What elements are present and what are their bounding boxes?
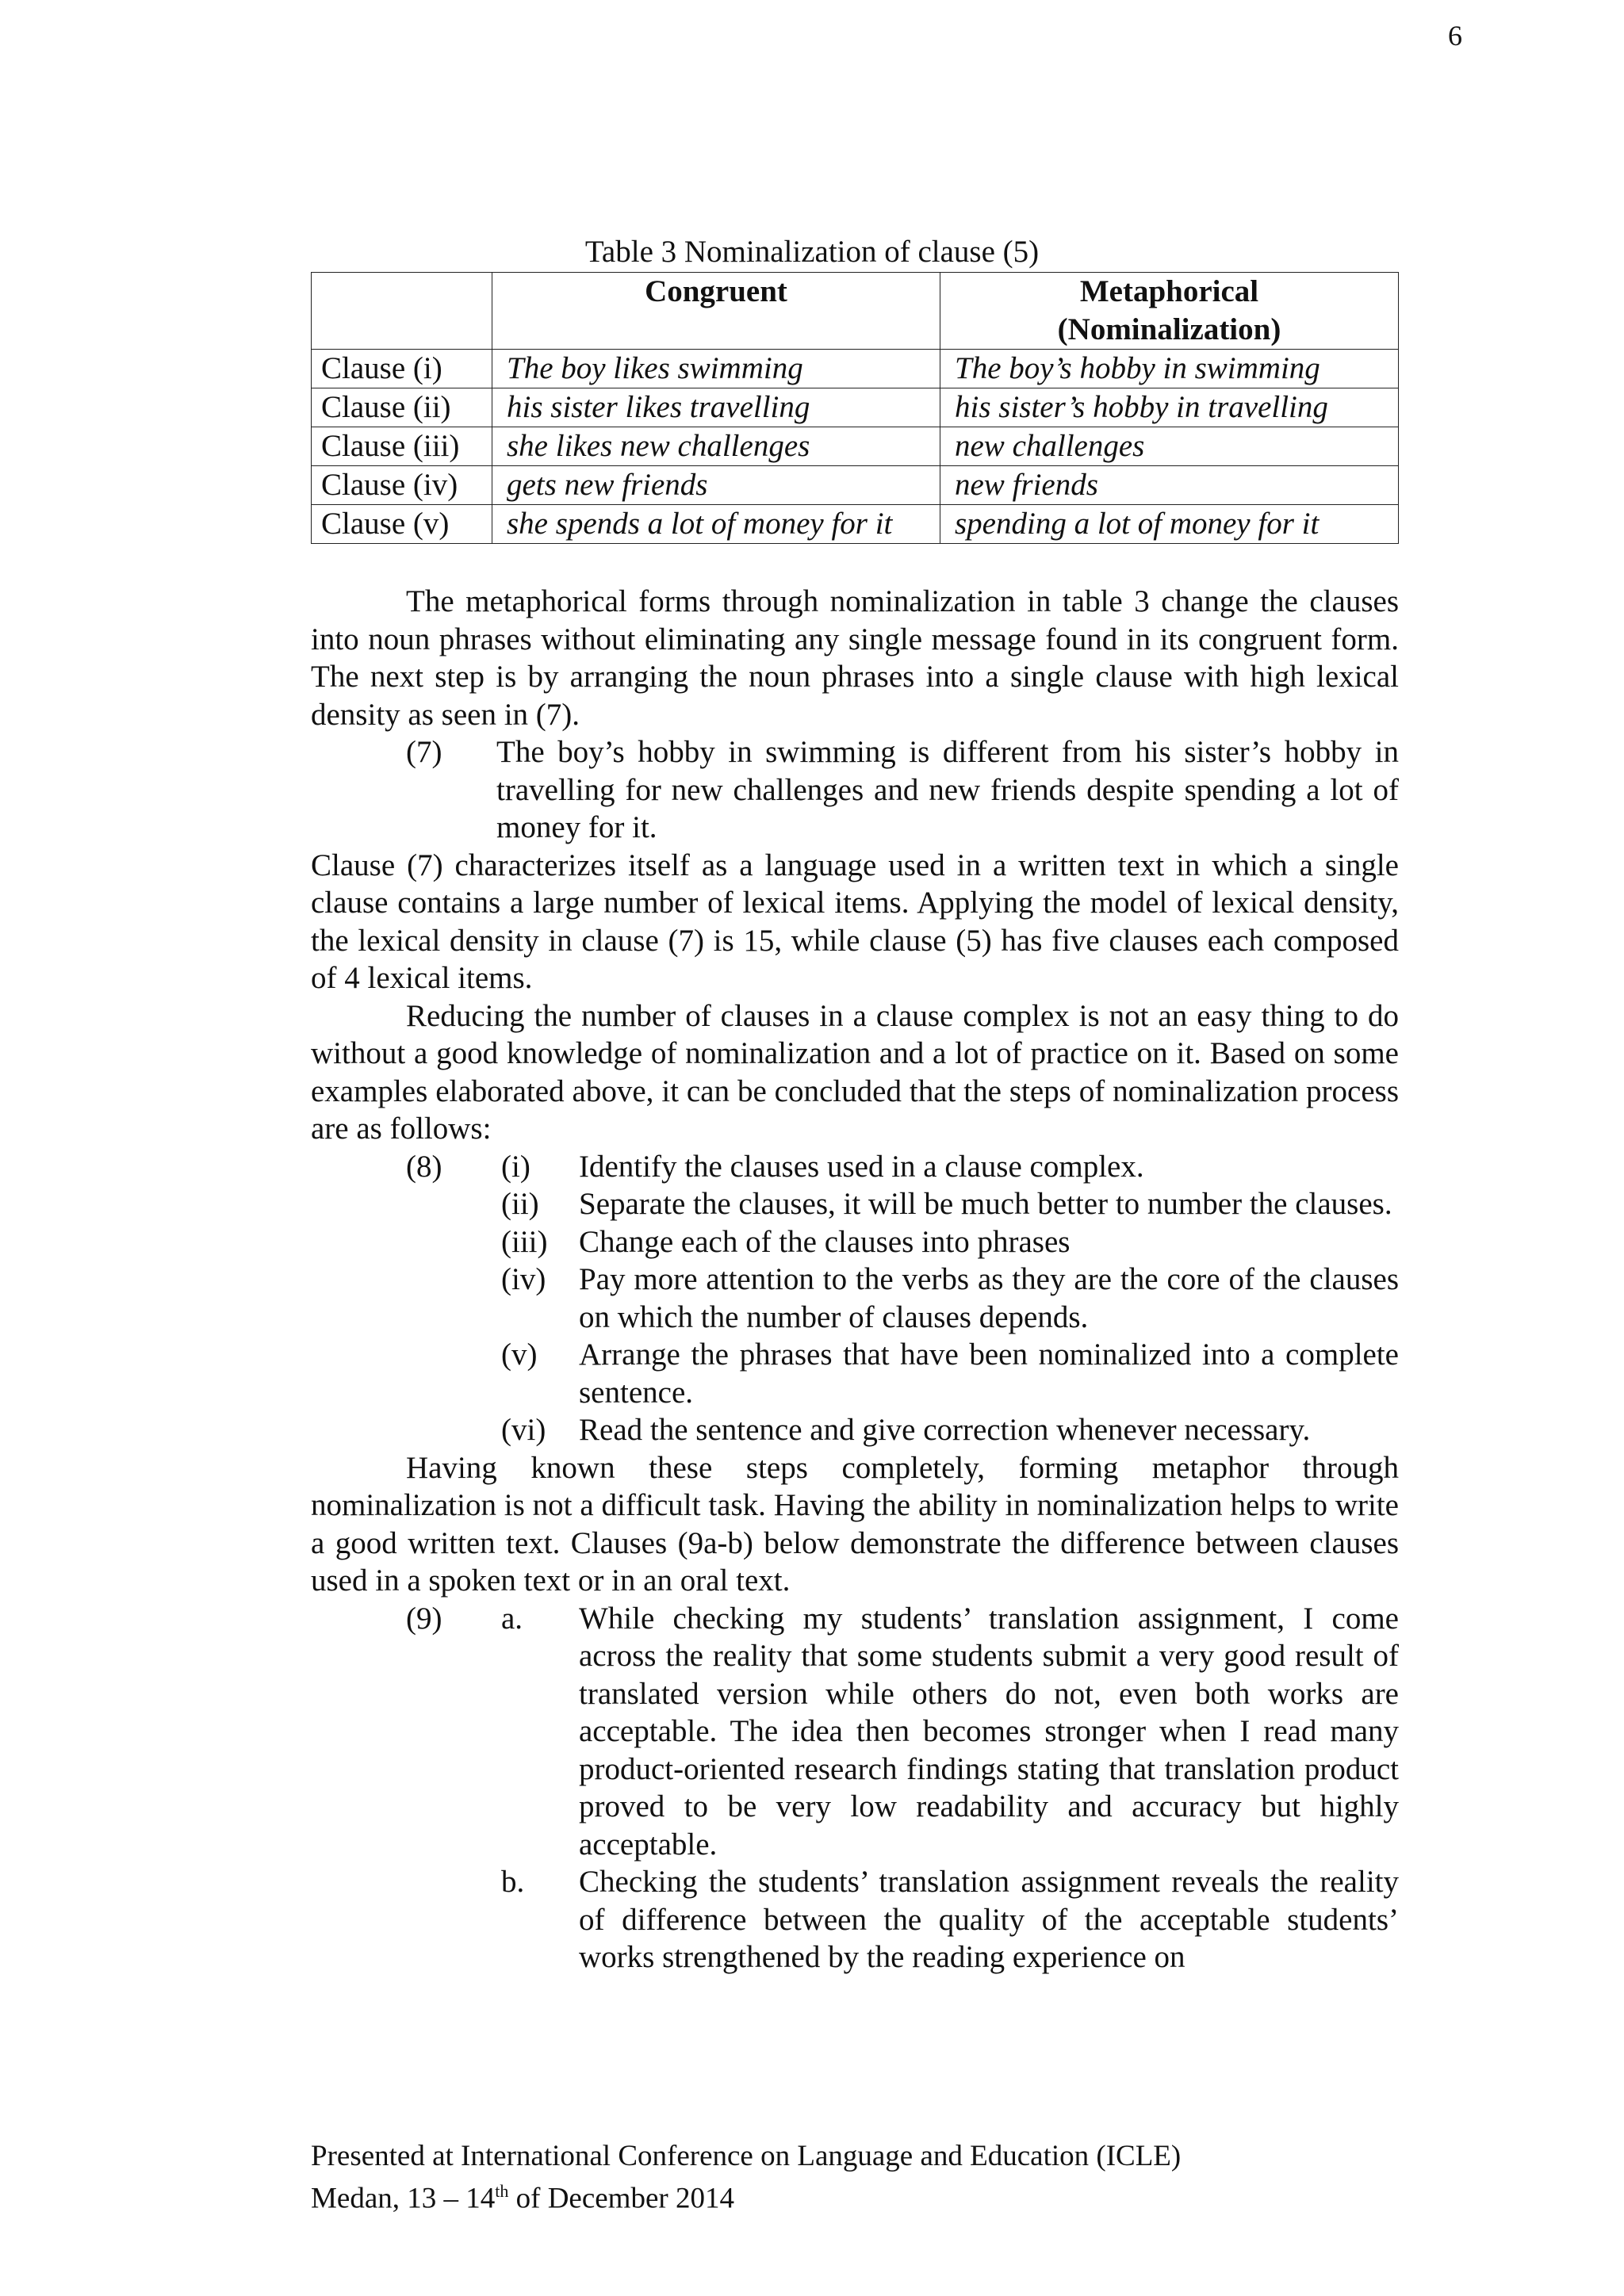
- list-spacer: [311, 1863, 501, 1976]
- paragraph-2: Clause (7) characterizes itself as a language used in a written text in which a single clause contains a large number of lexical items. Applying the model of lexical density, the lexical density in clause (7) is 15, while clause (5) has five clauses each composed of 4 lexical items.: [311, 848, 1399, 995]
- list-text: Separate the clauses, it will be much better to number the clauses.: [579, 1187, 1392, 1221]
- table-header-metaphorical: [940, 273, 1399, 350]
- example-8-steps: [311, 1148, 1399, 1449]
- list-marker: (iii): [501, 1224, 548, 1259]
- list-item: [311, 1600, 1399, 1864]
- table-caption: Table 3 Nominalization of clause (5): [584, 235, 1040, 269]
- list-item: [311, 1411, 1399, 1449]
- footer-date-end: of December 2014: [508, 2182, 734, 2215]
- metaphorical-cell: new friends: [940, 466, 1399, 505]
- row-label: Clause (v): [312, 505, 492, 544]
- list-spacer: [311, 1411, 501, 1449]
- example-number: (7): [406, 735, 442, 769]
- table-row: [312, 350, 1399, 388]
- list-marker: b.: [501, 1865, 525, 1899]
- list-item: [311, 1185, 1399, 1223]
- metaphorical-cell: his sister’s hobby in travelling: [940, 388, 1399, 427]
- list-marker: (v): [501, 1337, 538, 1372]
- metaphorical-cell: new challenges: [940, 427, 1399, 466]
- list-item: [311, 1863, 1399, 1976]
- table-row: [312, 505, 1399, 544]
- table-header-row: [312, 273, 1399, 350]
- congruent-cell: his sister likes travelling: [492, 388, 940, 427]
- table-row: [312, 427, 1399, 466]
- list-text: Read the sentence and give correction whenever necessary.: [579, 1413, 1311, 1447]
- congruent-cell: she likes new challenges: [492, 427, 940, 466]
- body-text: [311, 583, 1399, 1976]
- table-header-congruent: Congruent: [492, 273, 940, 350]
- list-marker: (iv): [501, 1262, 546, 1296]
- congruent-cell: she spends a lot of money for it: [492, 505, 940, 544]
- list-text: While checking my students’ translation assignment, I come across the reality that some students submit a very good result of translated version while others do not, even both works are acceptable. The idea then becomes stronger when I read many product-oriented research findings stating that translation product proved to be very low readability and accuracy but highly acceptable.: [579, 1601, 1399, 1862]
- list-item: [311, 1336, 1399, 1411]
- list-spacer: [311, 1261, 501, 1336]
- example-number: (8): [406, 1149, 442, 1184]
- list-spacer: [311, 1223, 501, 1261]
- list-spacer: [311, 1336, 501, 1411]
- list-marker: a.: [501, 1601, 523, 1636]
- paragraph-4: Having known these steps completely, forming metaphor through nominalization is not a difficult task. Having the ability in nominalization helps to write a good written text. Clauses (9a-b) below demonstrate the difference between clauses used in a spoken text or in an oral text.: [311, 1450, 1399, 1598]
- list-spacer: [311, 1185, 501, 1223]
- row-label: Clause (i): [312, 350, 492, 388]
- list-item: [311, 1223, 1399, 1261]
- example-9: [311, 1600, 1399, 1976]
- footer-line-2: [311, 2174, 1181, 2216]
- list-text: Arrange the phrases that have been nominalized into a complete sentence.: [579, 1337, 1399, 1410]
- row-label: Clause (iv): [312, 466, 492, 505]
- footer-date-suffix: th: [495, 2181, 509, 2201]
- list-marker: (vi): [501, 1413, 546, 1447]
- list-text: Checking the students’ translation assignment reveals the reality of difference between the quality of the acceptable students’ works strengthened by the reading experience on: [579, 1865, 1399, 1974]
- example-number: (9): [406, 1601, 442, 1636]
- list-text: Identify the clauses used in a clause complex.: [579, 1149, 1144, 1184]
- example-text: The boy’s hobby in swimming is different from his sister’s hobby in travelling for new challenges and new friends despite spending a lot of money for it.: [496, 735, 1399, 844]
- congruent-cell: The boy likes swimming: [492, 350, 940, 388]
- paragraph-1: The metaphorical forms through nominalization in table 3 change the clauses into noun phrases without eliminating any single message found in its congruent form. The next step is by arranging the noun phrases into a single clause with high lexical density as seen in (7).: [311, 584, 1399, 732]
- metaphorical-cell: The boy’s hobby in swimming: [940, 350, 1399, 388]
- list-marker: (ii): [501, 1187, 539, 1221]
- list-text: Change each of the clauses into phrases: [579, 1224, 1071, 1259]
- header-metaphorical-line2: (Nominalization): [1057, 312, 1281, 346]
- table-row: [312, 388, 1399, 427]
- list-item: [311, 1148, 1399, 1186]
- footer-line-1: Presented at International Conference on Language and Education (ICLE): [311, 2140, 1182, 2172]
- header-metaphorical-line1: Metaphorical: [1079, 274, 1259, 308]
- page-footer: [311, 2139, 1181, 2216]
- example-7: [311, 733, 1399, 847]
- paragraph-3: Reducing the number of clauses in a clause complex is not an easy thing to do without a good knowledge of nominalization and a lot of practice on it. Based on some examples elaborated above, it can be concluded that the steps of nominalization process are as follows:: [311, 998, 1399, 1146]
- page-number: 6: [1448, 20, 1462, 52]
- metaphorical-cell: spending a lot of money for it: [940, 505, 1399, 544]
- table-header-empty: [312, 273, 492, 350]
- row-label: Clause (iii): [312, 427, 492, 466]
- table-row: [312, 466, 1399, 505]
- list-marker: (i): [501, 1149, 530, 1184]
- list-item: [311, 1261, 1399, 1336]
- row-label: Clause (ii): [312, 388, 492, 427]
- list-text: Pay more attention to the verbs as they are the core of the clauses on which the number of clauses depends.: [579, 1262, 1399, 1334]
- footer-date-start: Medan, 13 – 14: [311, 2182, 496, 2215]
- congruent-cell: gets new friends: [492, 466, 940, 505]
- nominalization-table: [311, 272, 1399, 544]
